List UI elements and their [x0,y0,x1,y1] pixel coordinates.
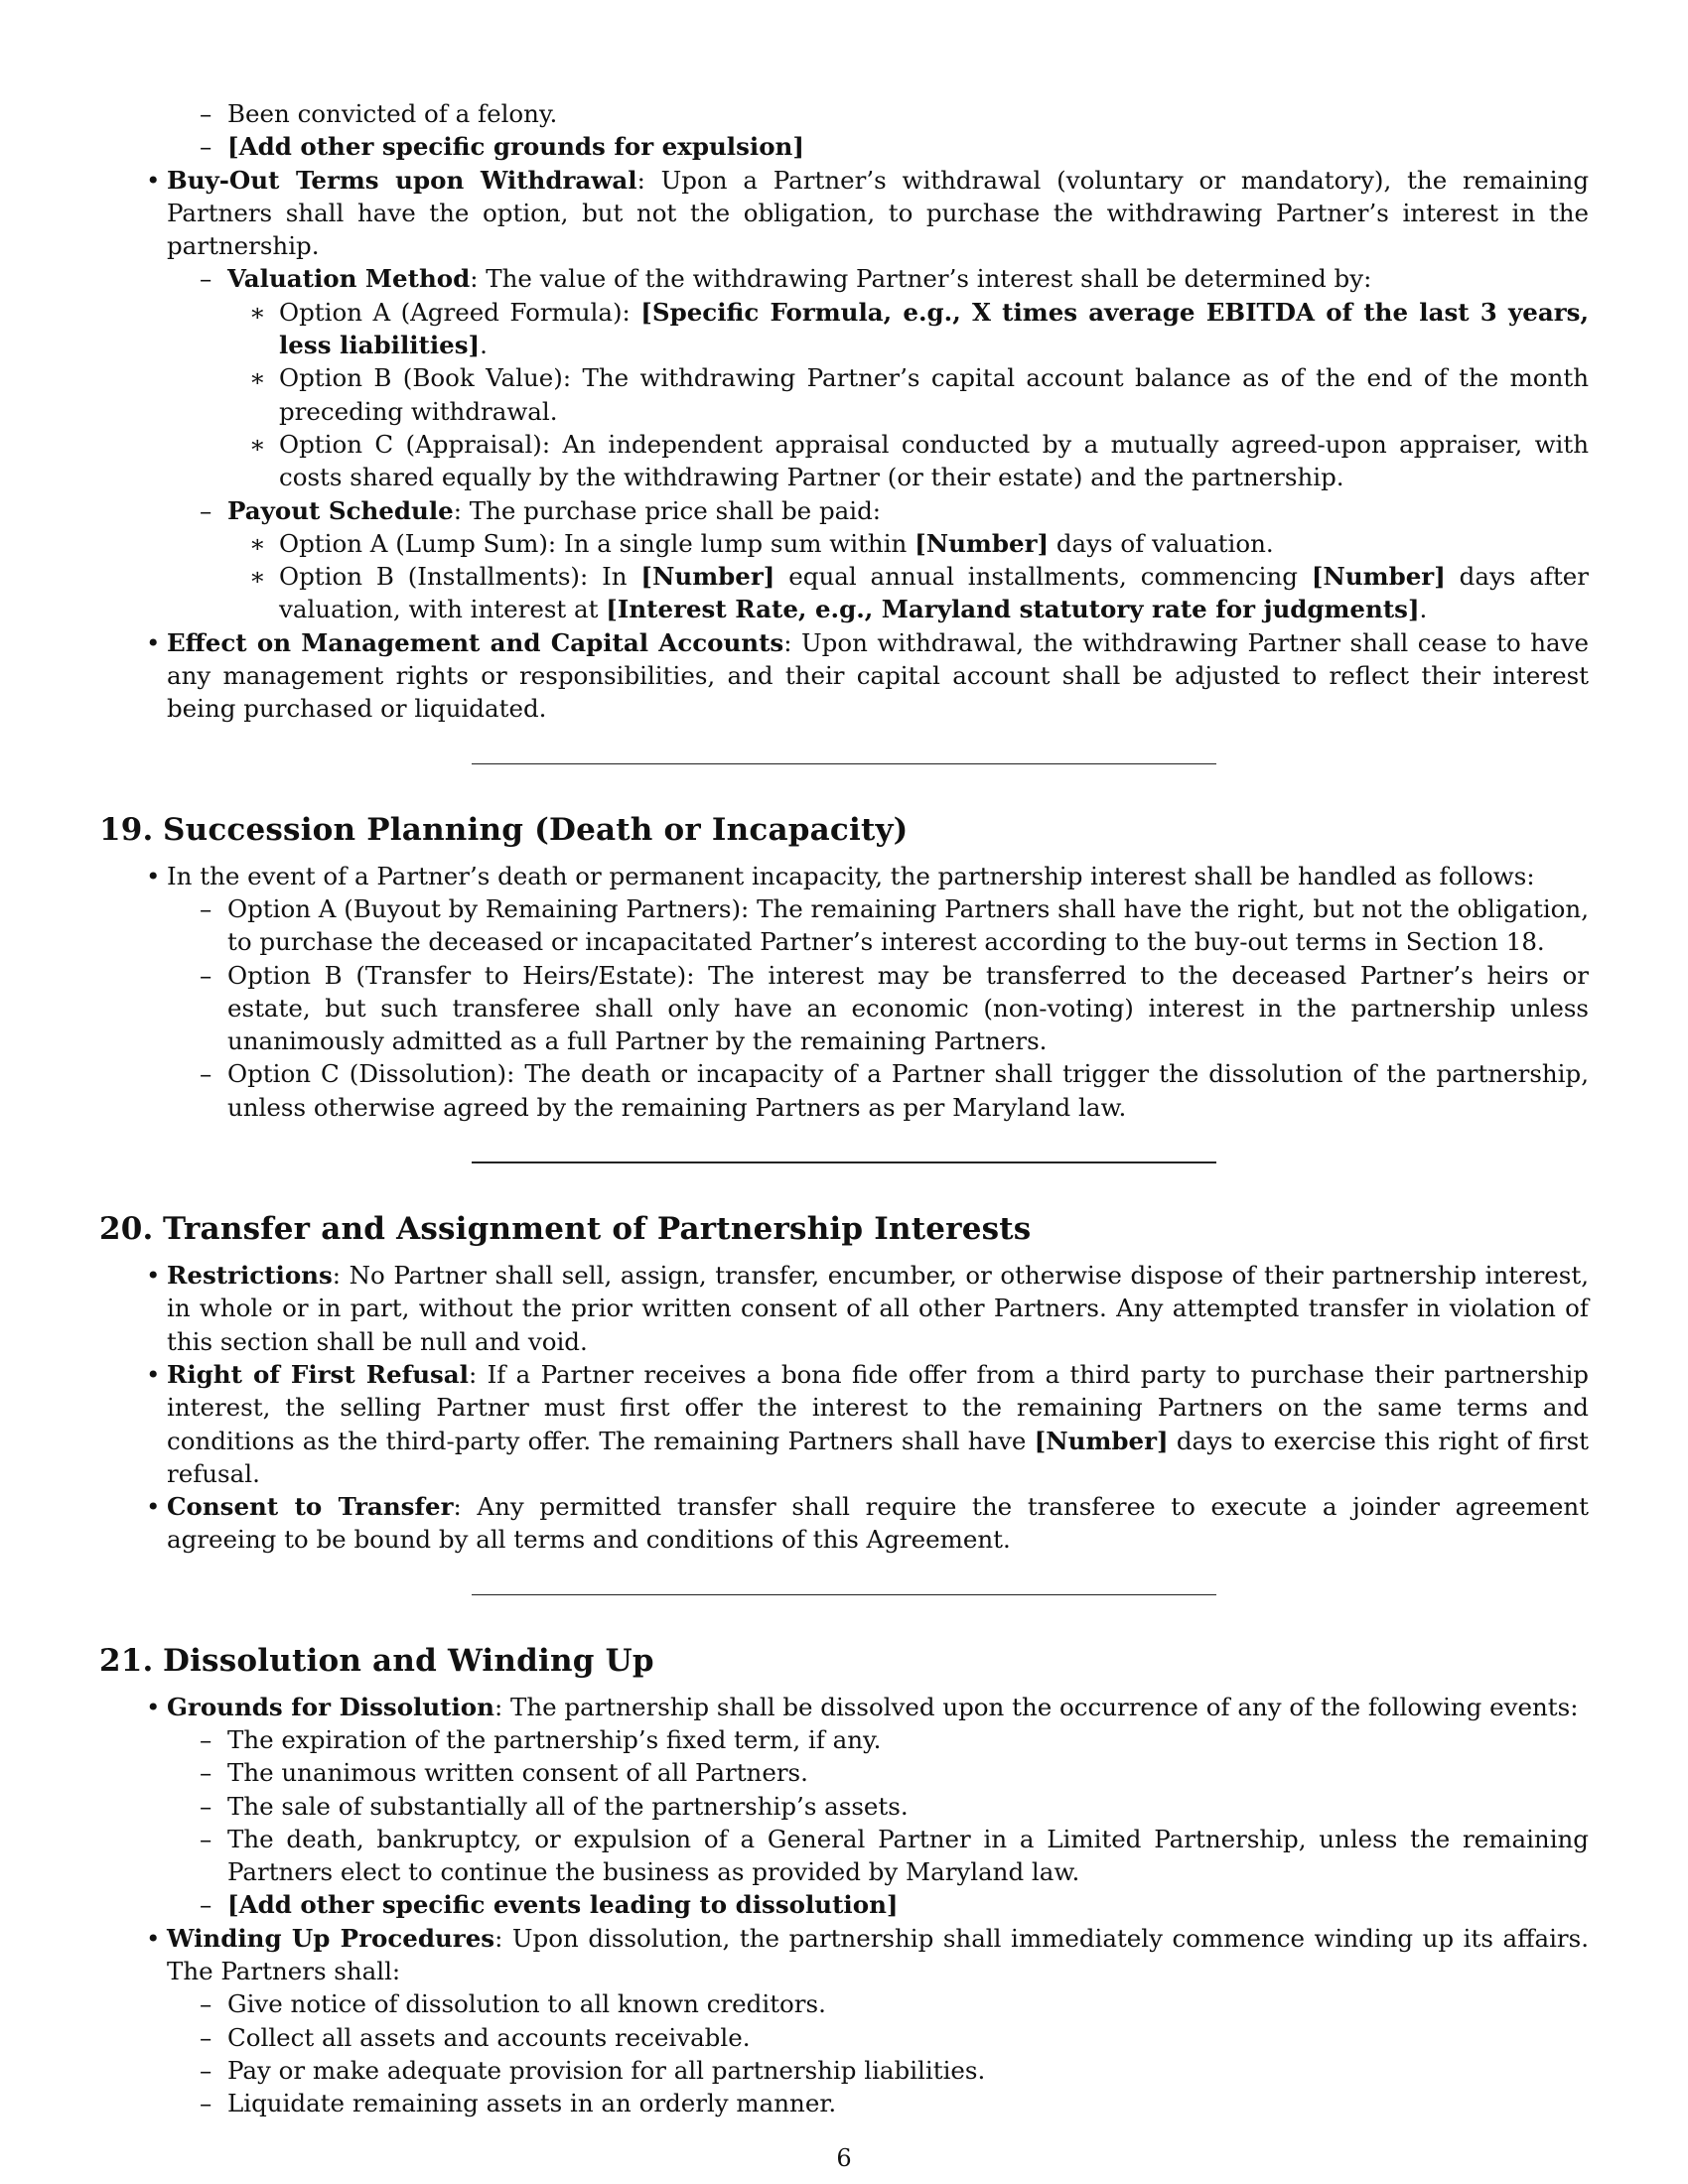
valuation-method-item: – Valuation Method: The value of the withdrawing Partner’s interest shall be determined by: [200,264,1372,294]
winding-item: – Give notice of dissolution to all known creditors. [200,1989,826,2019]
winding-item: – Pay or make adequate provision for all partnership liabilities. [200,2055,986,2085]
grounds-item: – [Add other specific events leading to dissolution] [200,1890,899,1920]
buyout-terms-bullet: • Buy-Out Terms upon Withdrawal: Upon a Partner’s withdrawal (voluntary or mandatory), the remaining Partners shall have the option, but not the obligation, to purchase the withdrawing Partner’s interest in the partnership. [146,165,1590,261]
succession-option-b: – Option B (Transfer to Heirs/Estate): The interest may be transferred to the deceased Partner’s heirs or estate, but such transferee shall only have an economic (non-voting) interest in the partnership unless unanimously admitted as a full Partner by the remaining Partners. [200,960,1589,1056]
section-divider [472,1161,1216,1163]
expulsion-item: – Been convicted of a felony. [200,99,558,128]
effect-bullet: • Effect on Management and Capital Accounts: Upon withdrawal, the withdrawing Partner shall cease to have any management rights or responsibilities, and their capital account shall be adjusted to reflect their interest being purchased or liquidated. [146,627,1589,724]
section-19-heading: 19. Succession Planning (Death or Incapacity) [99,811,909,848]
succession-option-a: – Option A (Buyout by Remaining Partners): The remaining Partners shall have the right, but not the obligation, to purchase the deceased or incapacitated Partner’s interest according to the buy-out terms in Section 18. [200,893,1589,957]
expulsion-item: – [Add other specific grounds for expulsion] [200,132,804,162]
section-21-heading: 21. Dissolution and Winding Up [99,1642,654,1679]
section-divider [472,1594,1216,1595]
grounds-bullet: • Grounds for Dissolution: The partnership shall be dissolved upon the occurrence of any of the following events: [146,1692,1579,1721]
winding-item: – Liquidate remaining assets in an orderly manner. [200,2089,837,2118]
restrictions-bullet: • Restrictions: No Partner shall sell, assign, transfer, encumber, or otherwise dispose of their partnership interest, in whole or in part, without the prior written consent of all other Partners. Any attempted transfer in violation of this section shall be null and void. [146,1261,1589,1356]
valuation-option-c: ∗ Option C (Appraisal): An independent appraisal conducted by a mutually agreed-upon appraiser, with costs shared equally by the withdrawing Partner (or their estate) and the partnership. [249,429,1589,492]
section-20-heading: 20. Transfer and Assignment of Partnership Interests [99,1211,1032,1248]
succession-intro-bullet: • In the event of a Partner’s death or permanent incapacity, the partnership interest shall be handled as follows: [146,861,1535,890]
page-content [99,97,1589,2120]
succession-option-c: – Option C (Dissolution): The death or incapacity of a Partner shall trigger the dissolution of the partnership, unless otherwise agreed by the remaining Partners as per Maryland law. [200,1059,1589,1122]
section-divider [472,763,1216,764]
valuation-option-b: ∗ Option B (Book Value): The withdrawing Partner’s capital account balance as of the end of the month preceding withdrawal. [249,363,1589,426]
rofr-bullet: • Right of First Refusal: If a Partner receives a bona fide offer from a third party to purchase their partnership interest, the selling Partner must first offer the interest to the remaining Partners on the same terms and conditions as the third-party offer. The remaining Partners shall have [Number] days to exercise this right of first refusal. [146,1359,1589,1488]
winding-up-bullet: • Winding Up Procedures: Upon dissolution, the partnership shall immediately commence winding up its affairs. The Partners shall: [146,1923,1589,1986]
grounds-item: – The expiration of the partnership’s fixed term, if any. [200,1724,882,1754]
grounds-item: – The death, bankruptcy, or expulsion of a General Partner in a Limited Partnership, unless the remaining Partners elect to continue the business as provided by Maryland law. [200,1824,1589,1887]
payout-schedule-item: – Payout Schedule: The purchase price shall be paid: [200,495,882,525]
grounds-item: – The sale of substantially all of the partnership’s assets. [200,1791,909,1821]
grounds-item: – The unanimous written consent of all Partners. [200,1758,808,1788]
consent-bullet: • Consent to Transfer: Any permitted transfer shall require the transferee to execute a joinder agreement agreeing to be bound by all terms and conditions of this Agreement. [146,1492,1589,1555]
winding-item: – Collect all assets and accounts receivable. [200,2022,751,2052]
payout-option-a: ∗ Option A (Lump Sum): In a single lump sum within [Number] days of valuation. [249,528,1274,558]
payout-option-b: ∗ Option B (Installments): In [Number] equal annual installments, commencing [Number] days after valuation, with interest at [Interest Rate, e.g., Maryland statutory rate for judgments]. [249,562,1589,624]
valuation-option-a: ∗ Option A (Agreed Formula): [Specific Formula, e.g., X times average EBITDA of the last 3 years, less liabilities]. [249,297,1589,360]
page-number: 6 [836,2144,852,2172]
